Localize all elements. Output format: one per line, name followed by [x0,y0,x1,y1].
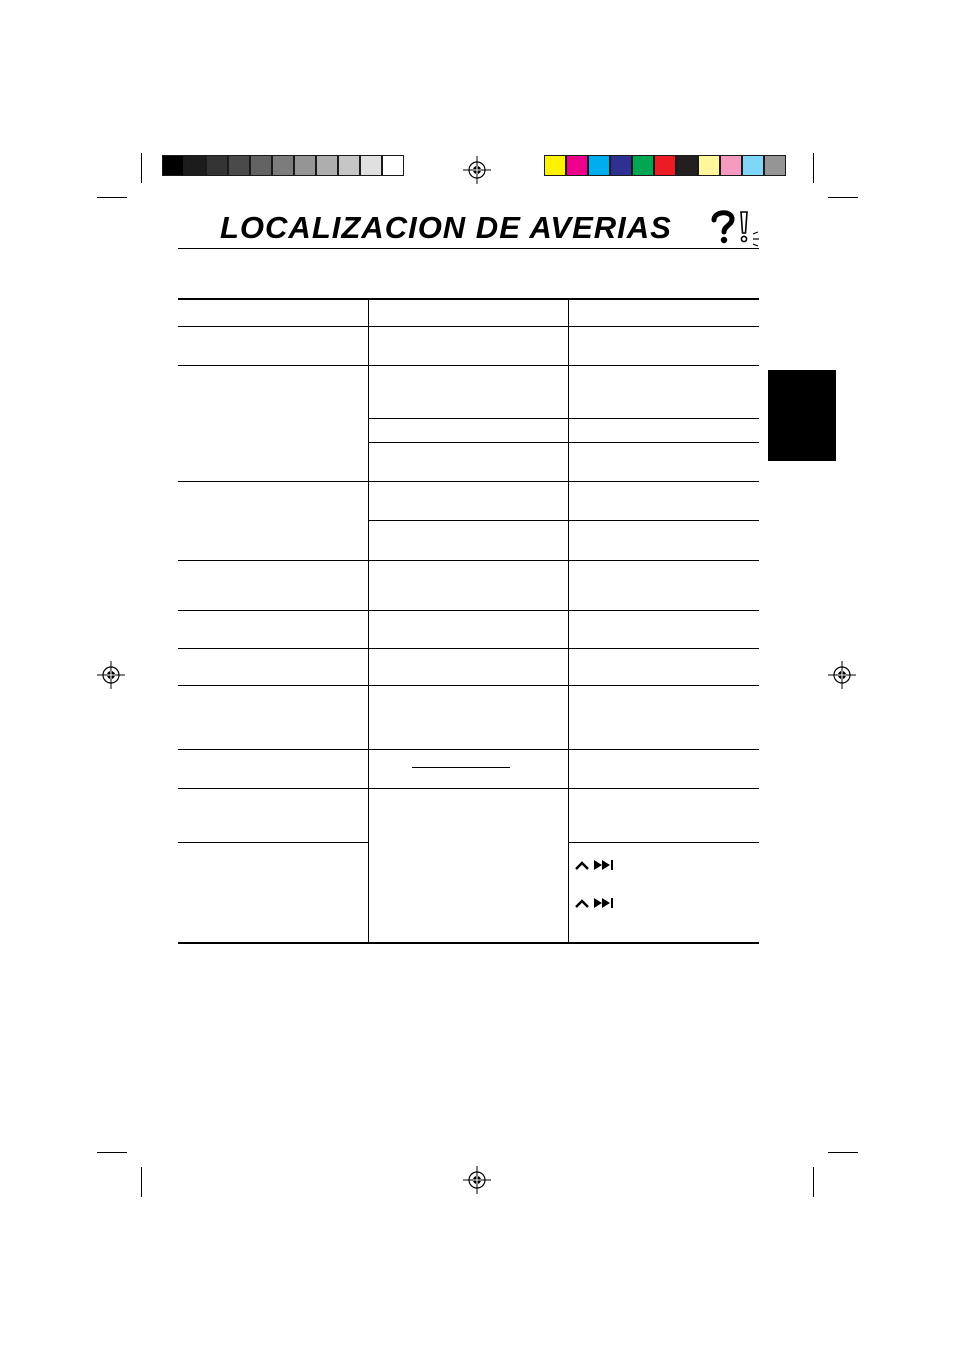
calibration-swatch [272,155,294,176]
section-tab [768,370,836,461]
row-separator [368,442,759,443]
page-title: LOCALIZACION DE AVERIAS [220,210,672,245]
calibration-swatch [632,155,654,176]
calibration-swatch [206,155,228,176]
calibration-swatch [566,155,588,176]
crop-mark [97,197,127,198]
row-separator [178,648,759,649]
caret-up-icon [574,860,590,872]
calibration-swatch [360,155,382,176]
calibration-swatch [338,155,360,176]
crosshair-registration-icon [828,661,856,689]
caret-up-icon [574,898,590,910]
title-underline [178,248,759,249]
calibration-swatch [162,155,184,176]
crop-mark [828,1152,858,1153]
calibration-swatch [250,155,272,176]
calibration-swatch [654,155,676,176]
row-separator [368,520,759,521]
calibration-swatch [610,155,632,176]
calibration-swatch [184,155,206,176]
row-separator [178,685,759,686]
crosshair-registration-icon [463,1166,491,1194]
row-separator [178,481,759,482]
crop-mark [97,1152,127,1153]
crosshair-registration-icon [97,661,125,689]
column-divider [568,298,569,944]
table-rule [178,942,759,944]
calibration-swatch [720,155,742,176]
row-separator [178,842,368,843]
table-rule [178,326,759,327]
crosshair-registration-icon [463,156,491,184]
skip-forward-icon [594,898,616,910]
color-calibration-strip [544,155,786,176]
calibration-swatch [382,155,404,176]
calibration-swatch [588,155,610,176]
calibration-swatch [228,155,250,176]
row-separator [178,610,759,611]
troubleshooting-table [178,298,759,944]
crop-mark [141,153,142,183]
calibration-swatch [742,155,764,176]
crop-mark [141,1167,142,1197]
skip-forward-icon [594,860,616,872]
calibration-swatch [764,155,786,176]
row-separator [178,788,759,789]
calibration-swatch [316,155,338,176]
row-separator [178,560,759,561]
grayscale-calibration-strip [162,155,404,176]
table-rule [178,298,759,300]
calibration-swatch [676,155,698,176]
row-separator [568,842,759,843]
crop-mark [813,153,814,183]
calibration-swatch [698,155,720,176]
question-exclamation-icon [708,208,760,248]
crop-mark [828,197,858,198]
calibration-swatch [294,155,316,176]
calibration-swatch [544,155,566,176]
row-separator [178,749,759,750]
inline-underline [412,767,510,768]
row-separator [368,418,759,419]
column-divider [368,298,369,944]
crop-mark [813,1167,814,1197]
row-separator [178,365,759,366]
